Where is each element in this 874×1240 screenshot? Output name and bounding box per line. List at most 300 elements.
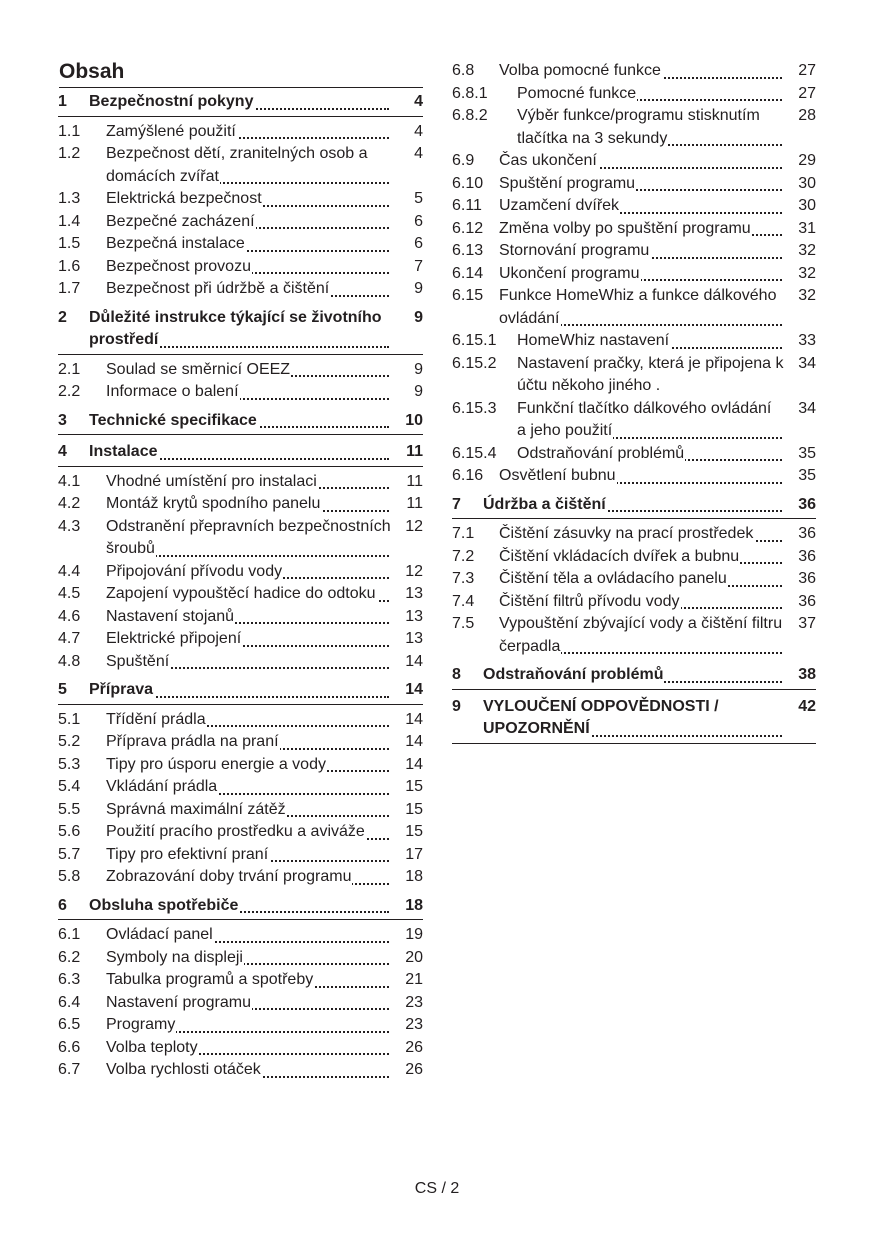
toc-entry-number: 5.6 (58, 823, 81, 840)
toc-entry-number: 5.2 (58, 733, 81, 750)
toc-entry-page: 27 (798, 62, 816, 79)
toc-entry-title-wrap (106, 754, 391, 777)
toc-entry-page: 4 (414, 122, 423, 140)
toc-entry-number: 6.10 (452, 174, 484, 192)
toc-entry-title-wrap (499, 240, 784, 263)
toc-entry-number: 6.8.2 (452, 107, 488, 124)
toc-entry-page: 34 (798, 354, 816, 372)
toc-entry[interactable] (58, 121, 423, 144)
toc-entry[interactable] (452, 240, 816, 263)
toc-entry-title-wrap (106, 359, 391, 382)
toc-entry-page: 11 (406, 472, 423, 490)
toc-entry-page: 15 (405, 800, 423, 818)
toc-entry-number: 6.15 (452, 287, 484, 304)
toc-entry[interactable] (452, 60, 816, 83)
toc-entry-number: 4.5 (58, 585, 81, 602)
toc-entry[interactable] (452, 218, 816, 241)
toc-entry-number: 6.3 (58, 971, 81, 988)
toc-entry-title-wrap (106, 1059, 391, 1082)
toc-entry[interactable] (452, 398, 816, 443)
toc-entry-page: 18 (405, 868, 423, 885)
toc-entry[interactable] (452, 568, 816, 591)
toc-entry-number: 6.6 (58, 1038, 81, 1056)
toc-entry-title: Elektrická bezpečnost (106, 190, 262, 207)
toc-entry-title-wrap (106, 143, 391, 188)
toc-entry-title: Správná maximální zátěž (106, 800, 286, 818)
toc-entry-title: Čištění zásuvky na prací prostředek (499, 525, 754, 542)
toc-entry-title: Montáž krytů spodního panelu (106, 495, 321, 512)
toc-entry-page: 23 (405, 993, 423, 1011)
toc-entry[interactable] (58, 799, 423, 822)
toc-entry-title-wrap (499, 591, 784, 614)
toc-entry-number: 6.2 (58, 948, 81, 966)
toc-entry-title: Nastavení programu (106, 993, 251, 1011)
toc-entry-number: 6.4 (58, 993, 81, 1011)
toc-entry[interactable] (58, 1014, 423, 1037)
toc-entry[interactable] (58, 233, 423, 256)
toc-entry[interactable] (58, 947, 423, 970)
toc-entry-number: 5.5 (58, 800, 81, 818)
toc-entry-title-wrap (483, 664, 784, 687)
toc-entry-page: 32 (798, 264, 816, 282)
toc-entry-number: 6.12 (452, 219, 484, 237)
toc-entry[interactable] (452, 591, 816, 614)
toc-entry-title-wrap (499, 150, 784, 173)
toc-entry[interactable] (452, 195, 816, 218)
toc-chapter[interactable] (58, 307, 423, 355)
toc-entry[interactable] (58, 471, 423, 494)
toc-entry-number: 5.8 (58, 868, 81, 885)
toc-entry-title-wrap (499, 173, 784, 196)
toc-entry-title: Volba teploty (106, 1038, 198, 1056)
toc-entry-page: 29 (798, 152, 816, 169)
toc-entry[interactable] (452, 546, 816, 569)
toc-entry-title: Soulad se směrnicí OEEZ (106, 360, 291, 378)
toc-entry-title: Volba pomocné funkce (499, 62, 661, 79)
toc-entry[interactable] (58, 992, 423, 1015)
toc-entry[interactable] (452, 465, 816, 488)
toc-chapter[interactable] (452, 696, 816, 744)
toc-entry-page: 14 (405, 681, 423, 698)
toc-entry-title: Odstraňování problémů (483, 666, 664, 683)
toc-entry-page: 6 (414, 235, 423, 252)
toc-entry-page: 11 (406, 495, 423, 512)
toc-entry-number: 5 (58, 681, 67, 698)
page-footer: CS / 2 (414, 1180, 460, 1197)
toc-entry-title-wrap (499, 263, 784, 286)
toc-entry-title: Elektrické připojení (106, 630, 242, 647)
toc-entry-title-wrap (106, 709, 391, 732)
toc-entry-page: 13 (405, 585, 423, 602)
toc-entry-number: 6.15.2 (452, 354, 497, 372)
toc-entry-page: 15 (405, 778, 423, 795)
toc-entry-number: 6.9 (452, 152, 475, 169)
toc-entry[interactable] (452, 353, 816, 398)
toc-entry-title: Programy (106, 1016, 176, 1033)
toc-entry-title-wrap (106, 992, 391, 1015)
toc-entry-page: 10 (405, 411, 423, 429)
toc-entry[interactable] (58, 583, 423, 606)
toc-entry-page: 31 (798, 219, 816, 237)
toc-entry-page: 37 (798, 615, 816, 632)
toc-entry[interactable] (58, 381, 423, 404)
toc-entry-number: 4.6 (58, 607, 81, 625)
toc-entry-title-wrap (499, 195, 784, 218)
toc-entry[interactable] (452, 613, 816, 658)
toc-entry-page: 14 (405, 652, 423, 670)
toc-entry-title: Bezpečnost provozu (106, 257, 251, 275)
toc-entry-title-wrap (106, 606, 391, 629)
page-title: Obsah (59, 58, 423, 88)
toc-entry-title-wrap (517, 83, 784, 106)
toc-chapter[interactable] (58, 679, 423, 705)
toc-entry-title-wrap (499, 285, 784, 330)
toc-entry-page: 33 (798, 332, 816, 349)
toc-entry-title: Pomocné funkce (517, 84, 637, 102)
toc-entry-title: Zapojení vypouštěcí hadice do odtoku (106, 585, 376, 602)
toc-entry-title: Vkládání prádla (106, 778, 218, 795)
toc-entry-title: Bezpečnost při údržbě a čištění (106, 280, 330, 297)
toc-entry-page: 13 (405, 607, 423, 625)
toc-entry-title-wrap (106, 233, 391, 256)
toc-entry-number: 7.1 (452, 525, 475, 542)
toc-entry-title-wrap (106, 947, 391, 970)
toc-entry-title: Změna volby po spuštění programu (499, 219, 751, 237)
toc-entry[interactable] (58, 561, 423, 584)
toc-entry-number: 6.16 (452, 467, 484, 484)
toc-entry-title-wrap (106, 561, 391, 584)
toc-entry-number: 8 (452, 666, 461, 683)
toc-entry[interactable] (58, 866, 423, 889)
toc-chapter[interactable] (452, 664, 816, 690)
toc-entry-number: 6.8.1 (452, 84, 488, 102)
toc-entry-page: 20 (405, 948, 423, 966)
toc-entry[interactable] (58, 821, 423, 844)
toc-entry-title-wrap (106, 924, 391, 947)
toc-entry-page: 30 (798, 197, 816, 214)
toc-entry-title-wrap (499, 613, 784, 658)
toc-entry[interactable] (452, 150, 816, 173)
toc-list-left (58, 91, 423, 1082)
toc-entry-title-wrap (106, 969, 391, 992)
toc-entry-page: 18 (405, 896, 423, 914)
toc-entry-number: 5.3 (58, 755, 81, 773)
toc-entry-title-wrap (106, 211, 391, 234)
toc-entry-title: Údržba a čištění (483, 495, 606, 513)
toc-entry[interactable] (58, 493, 423, 516)
toc-entry-page: 14 (405, 710, 423, 728)
toc-entry[interactable] (58, 709, 423, 732)
toc-entry-title-wrap (499, 218, 784, 241)
toc-entry[interactable] (58, 278, 423, 301)
toc-entry-page: 4 (414, 145, 423, 162)
toc-entry-page: 9 (414, 308, 423, 326)
toc-entry[interactable] (58, 731, 423, 754)
toc-entry-number: 9 (452, 697, 461, 715)
toc-entry-number: 6.14 (452, 264, 484, 282)
toc-entry-page: 32 (798, 287, 816, 304)
toc-entry-title: Funkční tlačítko dálkového ovládání a jeho použití (517, 399, 772, 439)
toc-entry-title-wrap (106, 471, 391, 494)
toc-entry-page: 34 (798, 399, 816, 417)
toc-entry[interactable] (58, 924, 423, 947)
toc-entry[interactable] (58, 844, 423, 867)
toc-entry-number: 3 (58, 411, 67, 429)
toc-entry-title: Spuštění (106, 652, 170, 670)
toc-entry[interactable] (452, 285, 816, 330)
toc-entry-title: HomeWhiz nastavení (517, 332, 670, 349)
toc-entry-number: 6.8 (452, 62, 475, 79)
toc-entry-page: 36 (798, 592, 816, 610)
toc-entry-title-wrap (106, 188, 391, 211)
toc-entry-title: Bezpečné zacházení (106, 212, 255, 230)
toc-entry-title: Příprava prádla na praní (106, 733, 279, 750)
toc-entry-title-wrap (499, 523, 784, 546)
toc-entry-number: 6.5 (58, 1016, 81, 1033)
toc-entry[interactable] (58, 754, 423, 777)
toc-entry[interactable] (58, 359, 423, 382)
toc-entry-title-wrap (517, 330, 784, 353)
toc-entry[interactable] (58, 516, 423, 561)
toc-entry-title-wrap (106, 381, 391, 404)
toc-entry-number: 4.1 (58, 472, 81, 490)
toc-entry-title-wrap (517, 398, 784, 443)
toc-entry-title: Výběr funkce/programu stisknutím tlačítka na 3 sekundy (517, 107, 760, 147)
toc-entry-title: Nastavení pračky, která je připojena k účtu někoho jiného . (517, 354, 784, 394)
toc-entry-number: 4.8 (58, 652, 81, 670)
toc-entry-page: 30 (798, 174, 816, 192)
toc-entry-title: Zamýšlené použití (106, 122, 236, 140)
toc-entry-title-wrap (517, 105, 784, 150)
toc-entry-title-wrap (483, 696, 784, 741)
toc-entry-title: Bezpečnost dětí, zranitelných osob a domácích zvířat (106, 145, 368, 185)
toc-entry-title-wrap (517, 353, 784, 398)
toc-entry-title: Tabulka programů a spotřeby (106, 971, 314, 988)
toc-entry-title: Stornování programu (499, 242, 650, 259)
toc-entry-title-wrap (106, 799, 391, 822)
toc-entry-title-wrap (106, 844, 391, 867)
toc-entry-title: Funkce HomeWhiz a funkce dálkového ovládání (499, 287, 777, 327)
toc-entry[interactable] (58, 606, 423, 629)
toc-entry-page: 27 (798, 84, 816, 102)
toc-entry[interactable] (58, 188, 423, 211)
toc-entry-page: 36 (798, 495, 816, 513)
toc-entry-page: 12 (405, 517, 423, 535)
toc-entry-title: Ovládací panel (106, 926, 213, 943)
toc-entry-title-wrap (89, 91, 391, 114)
toc-entry-number: 6.15.4 (452, 444, 497, 462)
toc-entry[interactable] (452, 443, 816, 466)
toc-entry-title: Připojování přívodu vody (106, 562, 283, 580)
toc-entry-title-wrap (106, 516, 391, 561)
toc-entry-page: 9 (414, 360, 423, 378)
toc-entry-number: 7.3 (452, 570, 475, 587)
toc-entry-title: Ukončení programu (499, 264, 640, 282)
toc-entry[interactable] (452, 523, 816, 546)
toc-entry[interactable] (452, 105, 816, 150)
toc-entry-number: 5.4 (58, 778, 81, 795)
toc-entry-number: 4.2 (58, 495, 81, 512)
toc-entry-number: 6.1 (58, 926, 81, 943)
toc-entry-number: 1.7 (58, 280, 81, 297)
toc-entry-number: 1.3 (58, 190, 81, 207)
toc-entry-number: 4.3 (58, 517, 81, 535)
toc-entry-title-wrap (499, 568, 784, 591)
toc-chapter[interactable] (58, 441, 423, 467)
toc-entry-title: Technické specifikace (89, 411, 257, 429)
toc-entry-title: Odstranění přepravních bezpečnostních šroubů (106, 517, 391, 557)
toc-entry-title: Bezpečná instalace (106, 235, 245, 252)
toc-entry-page: 36 (798, 570, 816, 587)
toc-entry-number: 1.1 (58, 122, 81, 140)
toc-entry-page: 28 (798, 107, 816, 124)
toc-entry-title: Vhodné umístění pro instalaci (106, 472, 317, 490)
toc-entry-page: 6 (414, 212, 423, 230)
toc-right-column (452, 60, 816, 748)
toc-entry-title: Odstraňování problémů (517, 444, 685, 462)
toc-entry[interactable] (58, 1059, 423, 1082)
toc-entry-page: 11 (406, 443, 423, 460)
toc-entry[interactable] (58, 211, 423, 234)
toc-entry[interactable] (58, 628, 423, 651)
toc-chapter[interactable] (58, 410, 423, 436)
toc-entry-page: 36 (798, 547, 816, 565)
toc-entry-number: 1 (58, 93, 67, 110)
toc-entry-number: 7.5 (452, 615, 475, 632)
toc-entry-title-wrap (106, 628, 391, 651)
toc-chapter[interactable] (58, 91, 423, 117)
toc-entry-number: 1.5 (58, 235, 81, 252)
toc-entry-title: Uzamčení dvířek (499, 197, 620, 214)
toc-entry-page: 36 (798, 525, 816, 542)
toc-entry-title: Nastavení stojanů (106, 607, 235, 625)
toc-entry-page: 15 (405, 823, 423, 840)
toc-entry-number: 4 (58, 443, 67, 460)
toc-entry-title-wrap (106, 493, 391, 516)
toc-entry-title: Vypouštění zbývající vody a čištění filtru čerpadla (499, 615, 783, 655)
toc-entry-page: 7 (414, 257, 423, 275)
toc-entry-number: 6.15.3 (452, 399, 497, 417)
toc-entry-page: 26 (405, 1038, 423, 1056)
toc-entry-number: 6.15.1 (452, 332, 497, 349)
toc-entry-title-wrap (106, 776, 391, 799)
toc-entry-title-wrap (89, 410, 391, 433)
toc-entry-number: 1.6 (58, 257, 81, 275)
toc-entry-title-wrap (89, 895, 391, 918)
toc-entry-page: 5 (414, 190, 423, 207)
toc-entry-title: Tipy pro efektivní praní (106, 845, 269, 863)
toc-entry[interactable] (58, 256, 423, 279)
toc-entry-number: 4.4 (58, 562, 81, 580)
toc-entry-page: 35 (798, 444, 816, 462)
toc-entry-title-wrap (106, 583, 391, 606)
toc-entry-title-wrap (106, 278, 391, 301)
toc-entry-title-wrap (106, 651, 391, 674)
toc-entry-title-wrap (89, 679, 391, 702)
toc-entry-page: 12 (405, 562, 423, 580)
toc-entry-page: 14 (405, 733, 423, 750)
toc-entry-page: 35 (798, 467, 816, 484)
toc-entry[interactable] (58, 969, 423, 992)
toc-entry-title-wrap (499, 546, 784, 569)
toc-entry-title: Bezpečnostní pokyny (89, 93, 254, 110)
toc-entry-number: 7 (452, 495, 461, 513)
toc-entry-title-wrap (106, 1037, 391, 1060)
toc-entry-title: Zobrazování doby trvání programu (106, 868, 352, 885)
toc-entry-page: 23 (405, 1016, 423, 1033)
toc-chapter[interactable] (452, 494, 816, 520)
toc-entry[interactable] (58, 1037, 423, 1060)
toc-entry-title-wrap (517, 443, 784, 466)
toc-entry-title: Důležité instrukce týkající se životního prostředí (89, 308, 382, 348)
toc-entry[interactable] (452, 263, 816, 286)
toc-entry-number: 7.2 (452, 547, 475, 565)
toc-entry-title: Spuštění programu (499, 174, 636, 192)
toc-entry-title-wrap (483, 494, 784, 517)
toc-entry-title-wrap (89, 441, 391, 464)
toc-chapter[interactable] (58, 895, 423, 921)
toc-entry-title: Čištění vkládacích dvířek a bubnu (499, 547, 740, 565)
toc-entry-title: Volba rychlosti otáček (106, 1061, 261, 1078)
toc-entry-title: Příprava (89, 681, 154, 698)
toc-entry-page: 13 (405, 630, 423, 647)
toc-entry-page: 14 (405, 755, 423, 773)
toc-list-right (452, 60, 816, 744)
toc-entry-title-wrap (106, 121, 391, 144)
toc-entry-title: Obsluha spotřebiče (89, 896, 239, 914)
toc-entry-title-wrap (106, 1014, 391, 1037)
toc-entry-page: 38 (798, 666, 816, 683)
toc-entry-page: 9 (414, 280, 423, 297)
toc-entry-title: Použití pracího prostředku a aviváže (106, 823, 365, 840)
toc-entry-number: 5.7 (58, 845, 81, 863)
toc-entry[interactable] (58, 143, 423, 188)
toc-entry[interactable] (452, 330, 816, 353)
toc-entry-title: VYLOUČENÍ ODPOVĚDNOSTI / UPOZORNĚNÍ (483, 697, 719, 737)
toc-entry-number: 2.1 (58, 360, 81, 378)
toc-entry-title: Čištění filtrů přívodu vody (499, 592, 680, 610)
toc-entry-title: Čas ukončení (499, 152, 597, 169)
toc-entry[interactable] (58, 776, 423, 799)
toc-entry-page: 19 (405, 926, 423, 943)
toc-entry-title-wrap (106, 866, 391, 889)
toc-entry-title-wrap (89, 307, 391, 352)
toc-entry-number: 1.4 (58, 212, 81, 230)
toc-entry-number: 2.2 (58, 383, 81, 400)
toc-entry-title: Tipy pro úsporu energie a vody (106, 755, 326, 773)
toc-entry-number: 6.11 (452, 197, 482, 214)
toc-entry-number: 4.7 (58, 630, 81, 647)
toc-entry-page: 26 (405, 1061, 423, 1078)
toc-entry-title: Symboly na displeji (106, 948, 243, 966)
toc-entry[interactable] (452, 173, 816, 196)
toc-entry[interactable] (452, 83, 816, 106)
toc-entry-number: 5.1 (58, 710, 81, 728)
toc-entry-title: Instalace (89, 443, 158, 460)
toc-entry-page: 9 (414, 383, 423, 400)
toc-entry-page: 32 (798, 242, 816, 259)
toc-entry[interactable] (58, 651, 423, 674)
toc-entry-title: Čištění těla a ovládacího panelu (499, 570, 727, 587)
toc-entry-page: 21 (405, 971, 423, 988)
toc-entry-title: Třídění prádla (106, 710, 206, 728)
toc-entry-page: 17 (405, 845, 423, 863)
toc-entry-number: 6 (58, 896, 67, 914)
toc-entry-title-wrap (499, 465, 784, 488)
toc-entry-number: 6.7 (58, 1061, 81, 1078)
toc-entry-title-wrap (499, 60, 784, 83)
toc-entry-number: 2 (58, 308, 67, 326)
